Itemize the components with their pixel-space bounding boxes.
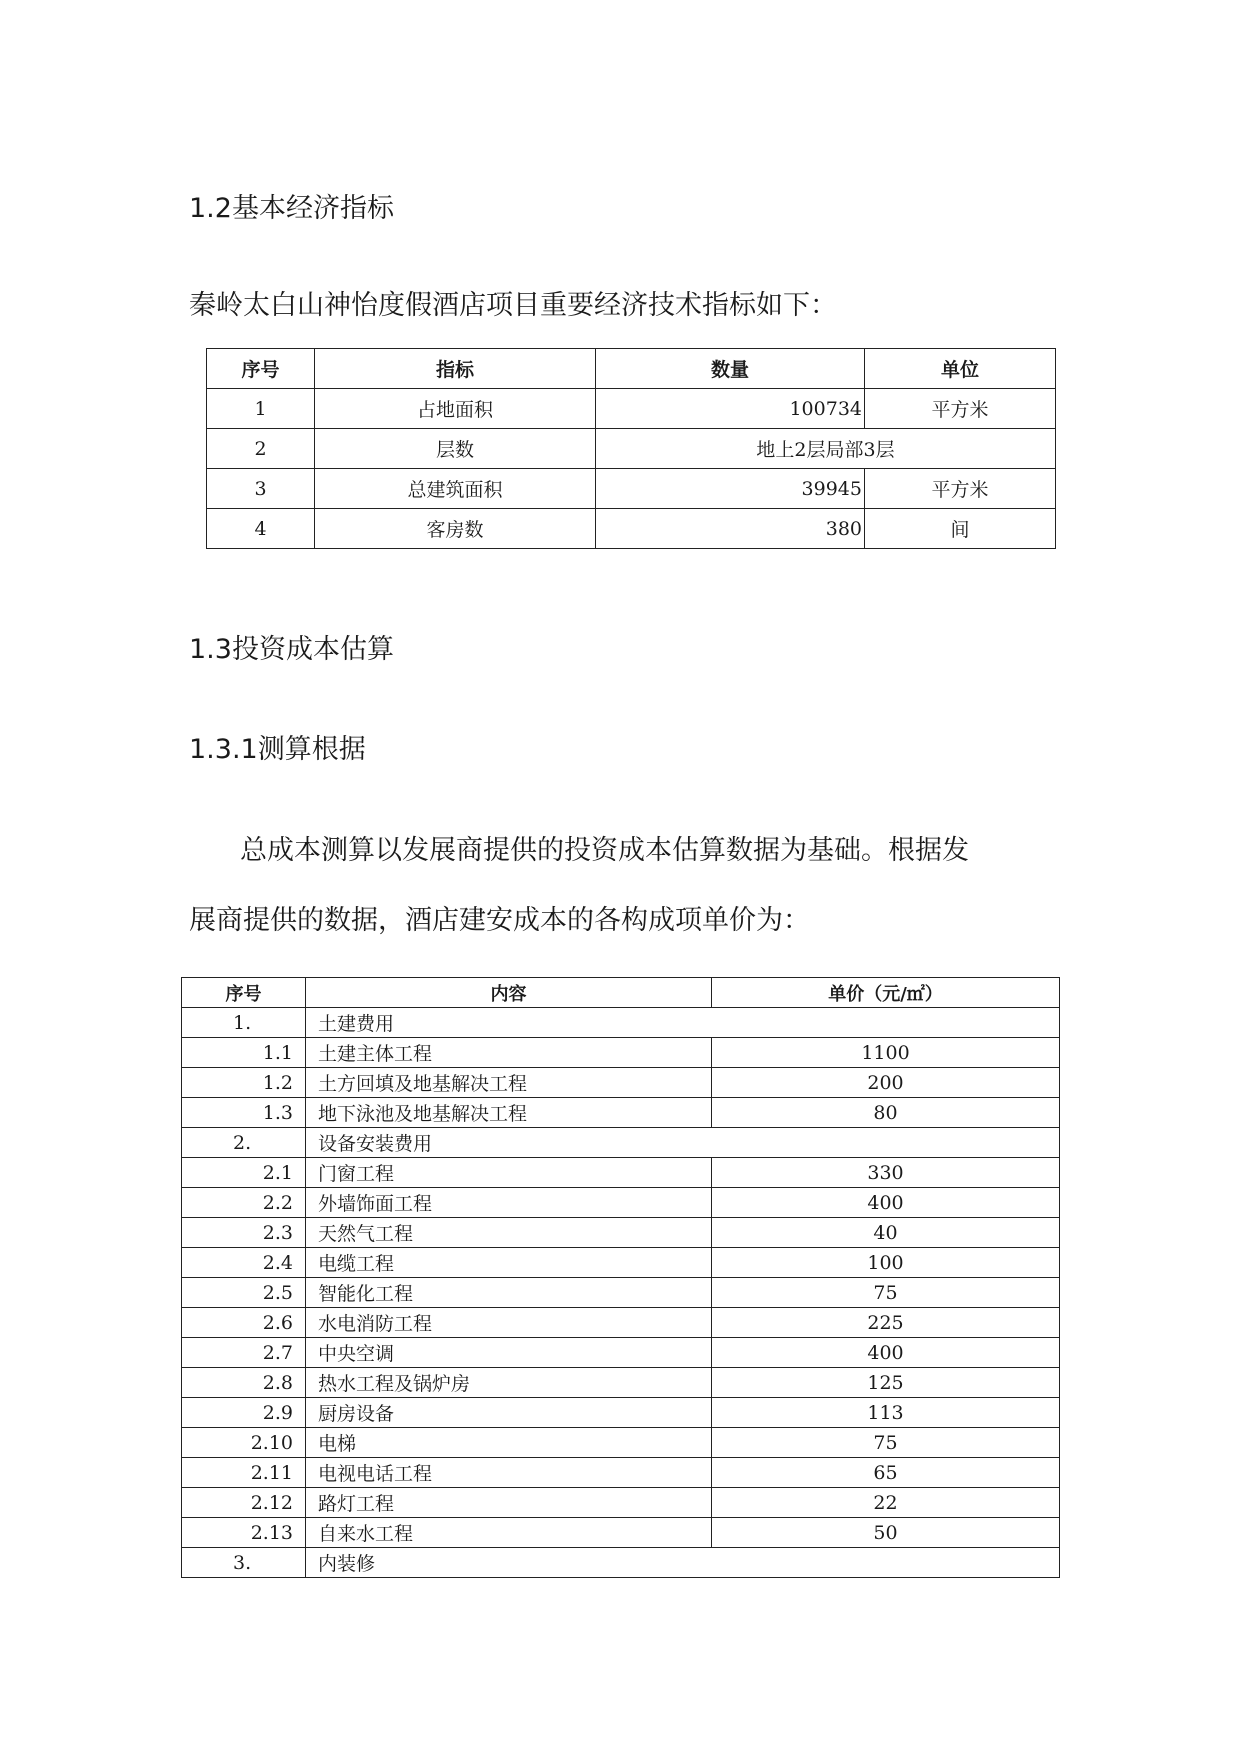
table-header-row (207, 349, 1056, 389)
col-header-unit: 单位 (865, 349, 1056, 389)
cell-content: 土方回填及地基解决工程 (306, 1068, 712, 1098)
cell-seq: 2.3 (182, 1218, 306, 1248)
cell-content: 智能化工程 (306, 1278, 712, 1308)
cell-indicator: 层数 (315, 429, 596, 469)
section-heading-1-2: 1.2基本经济指标 (189, 193, 394, 224)
cell-unit-price: 200 (712, 1068, 1060, 1098)
table-row (182, 1308, 1060, 1338)
cell-seq: 1 (207, 389, 315, 429)
cell-seq: 2.5 (182, 1278, 306, 1308)
cell-seq: 4 (207, 509, 315, 549)
table-row (182, 1368, 1060, 1398)
cell-content: 电视电话工程 (306, 1458, 712, 1488)
cell-content: 路灯工程 (306, 1488, 712, 1518)
cell-unit-price: 1100 (712, 1038, 1060, 1068)
section-heading-1-3-1: 1.3.1测算根据 (189, 734, 366, 765)
table-row (207, 429, 1056, 469)
body-paragraph-line-2: 展商提供的数据，酒店建安成本的各构成项单价为： (189, 905, 810, 936)
cell-seq: 2.12 (182, 1488, 306, 1518)
table-row (182, 1158, 1060, 1188)
table-row (182, 1398, 1060, 1428)
table-row (182, 1098, 1060, 1128)
cell-seq: 2.8 (182, 1368, 306, 1398)
cell-unit-price: 75 (712, 1428, 1060, 1458)
cell-unit: 平方米 (865, 469, 1056, 509)
cell-unit-price: 22 (712, 1488, 1060, 1518)
section-intro-1-2: 秦岭太白山神怡度假酒店项目重要经济技术指标如下： (189, 290, 837, 321)
unit-price-table (181, 977, 1060, 1578)
cell-seq: 2.10 (182, 1428, 306, 1458)
cell-content: 内装修 (306, 1548, 1060, 1578)
cell-content: 土建费用 (306, 1008, 1060, 1038)
col-header-indicator: 指标 (315, 349, 596, 389)
cell-unit-price: 400 (712, 1188, 1060, 1218)
cell-seq: 2.11 (182, 1458, 306, 1488)
table-row (207, 469, 1056, 509)
table-group-row (182, 1128, 1060, 1158)
cell-seq: 2.7 (182, 1338, 306, 1368)
col-header-unit-price: 单价（元/㎡） (712, 978, 1060, 1008)
cell-seq: 2.1 (182, 1158, 306, 1188)
cell-seq: 3 (207, 469, 315, 509)
cell-unit-price: 113 (712, 1398, 1060, 1428)
cell-unit-price: 50 (712, 1518, 1060, 1548)
cell-seq: 2.4 (182, 1248, 306, 1278)
cell-content: 电缆工程 (306, 1248, 712, 1278)
cell-unit-price: 80 (712, 1098, 1060, 1128)
body-paragraph-line-1: 总成本测算以发展商提供的投资成本估算数据为基础。根据发 (240, 835, 969, 866)
cell-content: 土建主体工程 (306, 1038, 712, 1068)
cell-content: 水电消防工程 (306, 1308, 712, 1338)
table-row (182, 1038, 1060, 1068)
table-row (207, 509, 1056, 549)
cell-unit-price: 75 (712, 1278, 1060, 1308)
cell-content: 电梯 (306, 1428, 712, 1458)
economic-indicators-table (206, 348, 1056, 549)
cell-unit-price: 65 (712, 1458, 1060, 1488)
cell-indicator: 总建筑面积 (315, 469, 596, 509)
cell-seq: 1.3 (182, 1098, 306, 1128)
cell-seq: 2. (182, 1128, 306, 1158)
table-row (182, 1338, 1060, 1368)
cell-content: 天然气工程 (306, 1218, 712, 1248)
cell-seq: 1. (182, 1008, 306, 1038)
cell-seq: 2.9 (182, 1398, 306, 1428)
cell-seq: 1.1 (182, 1038, 306, 1068)
cell-content: 外墙饰面工程 (306, 1188, 712, 1218)
cell-quantity: 380 (596, 509, 865, 549)
table-row (182, 1248, 1060, 1278)
table-row (182, 1218, 1060, 1248)
cell-content: 热水工程及锅炉房 (306, 1368, 712, 1398)
table-group-row (182, 1008, 1060, 1038)
table-row (182, 1068, 1060, 1098)
cell-unit-price: 100 (712, 1248, 1060, 1278)
cell-unit-price: 40 (712, 1218, 1060, 1248)
cell-indicator: 客房数 (315, 509, 596, 549)
cell-seq: 2.13 (182, 1518, 306, 1548)
cell-quantity: 39945 (596, 469, 865, 509)
cell-seq: 1.2 (182, 1068, 306, 1098)
cell-seq: 2.2 (182, 1188, 306, 1218)
cell-seq: 3. (182, 1548, 306, 1578)
cell-unit: 平方米 (865, 389, 1056, 429)
cell-quantity: 100734 (596, 389, 865, 429)
cell-unit: 间 (865, 509, 1056, 549)
cell-seq: 2.6 (182, 1308, 306, 1338)
cell-content: 厨房设备 (306, 1398, 712, 1428)
table-row (182, 1428, 1060, 1458)
cell-content: 地下泳池及地基解决工程 (306, 1098, 712, 1128)
table-row (182, 1278, 1060, 1308)
cell-content: 自来水工程 (306, 1518, 712, 1548)
cell-unit-price: 225 (712, 1308, 1060, 1338)
cell-unit-price: 400 (712, 1338, 1060, 1368)
table-row (182, 1458, 1060, 1488)
cell-unit-price: 125 (712, 1368, 1060, 1398)
cell-quantity: 地上2层局部3层 (596, 429, 1056, 469)
cell-indicator: 占地面积 (315, 389, 596, 429)
col-header-seq: 序号 (182, 978, 306, 1008)
table-row (182, 1488, 1060, 1518)
table-header-row (182, 978, 1060, 1008)
cell-content: 中央空调 (306, 1338, 712, 1368)
cell-seq: 2 (207, 429, 315, 469)
table-row (207, 389, 1056, 429)
cell-content: 设备安装费用 (306, 1128, 1060, 1158)
table-row (182, 1518, 1060, 1548)
col-header-content: 内容 (306, 978, 712, 1008)
col-header-quantity: 数量 (596, 349, 865, 389)
col-header-seq: 序号 (207, 349, 315, 389)
cell-content: 门窗工程 (306, 1158, 712, 1188)
section-heading-1-3: 1.3投资成本估算 (189, 634, 394, 665)
cell-unit-price: 330 (712, 1158, 1060, 1188)
table-group-row (182, 1548, 1060, 1578)
table-row (182, 1188, 1060, 1218)
